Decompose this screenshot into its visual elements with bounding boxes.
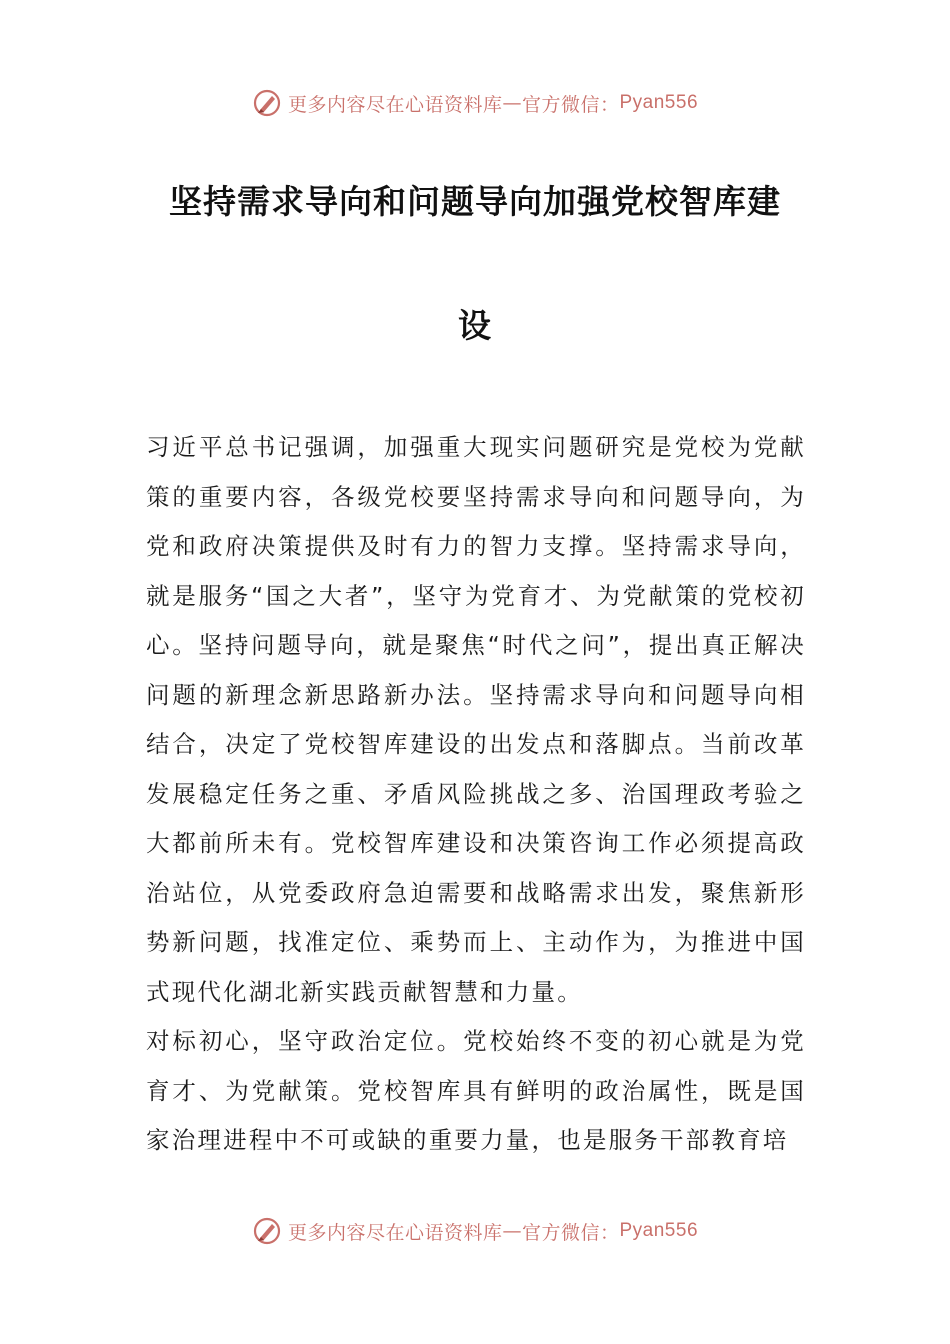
watermark-brand: 更多内容尽在心语资料库 (287, 1221, 503, 1244)
watermark-brand: 更多内容尽在心语资料库 (287, 93, 503, 116)
document-body (146, 423, 806, 1166)
document-title-line-1: 坚持需求导向和问题导向加强党校智库建 (169, 182, 781, 221)
body-paragraph: 习近平总书记强调，加强重大现实问题研究是党校为党献策的重要内容，各级党校要坚持需求导向和问题导向，为党和政府决策提供及时有力的智力支撑。坚持需求导向，就是服务“国之大者”，坚守为党育才、为党献策的党校初心。坚持问题导向，就是聚焦“时代之问”，提出真正解决问题的新理念新思路新办法。坚持需求导向和问题导向相结合，决定了党校智库建设的出发点和落脚点。当前改革发展稳定任务之重、矛盾风险挑战之多、治国理政考验之大都前所未有。党校智库建设和决策咨询工作必须提高政治站位，从党委政府急迫需要和战略需求出发，聚焦新形势新问题，找准定位、乘势而上、主动作为，为推进中国式现代化湖北新实践贡献智慧和力量。 (146, 433, 806, 1006)
document-title-line-2: 设 (458, 306, 492, 345)
footer-watermark (0, 1214, 950, 1248)
watermark-dash: — (502, 1220, 522, 1242)
pen-circle-icon (252, 88, 282, 118)
watermark-wechat-id: Pyan556 (619, 1220, 699, 1241)
header-watermark (0, 86, 950, 120)
watermark-dash: — (502, 92, 522, 114)
watermark-wechat-id: Pyan556 (619, 92, 699, 113)
watermark-label: 官方微信： (521, 1221, 620, 1244)
body-paragraph: 对标初心，坚守政治定位。党校始终不变的初心就是为党育才、为党献策。党校智库具有鲜明的政治属性，既是国家治理进程中不可或缺的重要力量，也是服务干部教育培 (146, 1027, 806, 1154)
pen-circle-icon (252, 1216, 282, 1246)
watermark-label: 官方微信： (521, 93, 620, 116)
